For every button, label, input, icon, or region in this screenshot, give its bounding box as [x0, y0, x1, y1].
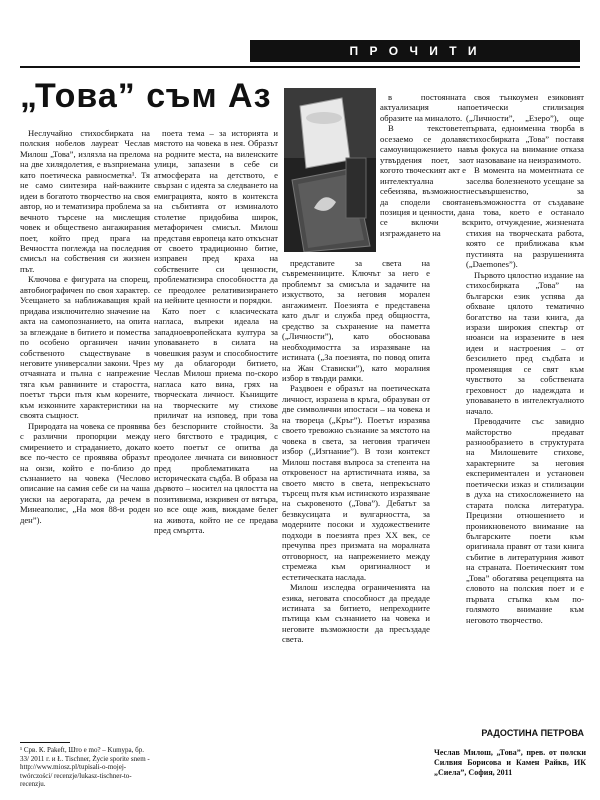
photo-illustration	[284, 88, 376, 252]
top-rule	[20, 66, 580, 68]
column-2	[154, 128, 278, 774]
section-header: П Р О Ч И Т И	[250, 40, 580, 62]
column-1	[20, 128, 150, 740]
publication-info: Чеслав Милош, „Това”, прев. от полски Силвия Борисова и Камен Райкв, ИК „Сиела”, София, 2011	[434, 748, 586, 777]
column-3-top	[380, 92, 466, 244]
paragraph: Раздвоен е образът на поетическата личност, изразена в кръга, образуван от две символични ипостаси – на човека и на твореца („Кръг”). Поетът изразява своето тревожно съзнание за мястото на човека в света, за неговия трагичен избор („Изгнание”). В този контекст Милош поставя въпроса за степента на откровеност на артистичната изява, за своето място в света, непрекъснато търсещ пътя към истинското изразяване на съкровеното („Това”). Дебатът за безвкусицата и вулгарността, за модерните посоки и художествените подходи в поезията през XX век, се пречупва през призмата на моралната отговорност, на напрежението между стремежа към оригиналност и естетическата наслада.	[282, 383, 430, 582]
paragraph: Ключова е фигурата на спорещ, автобиографичен по своя характер. Усещането за наближаващия край придава изключително значение на акта на самопознанието, на опита за вглеждане в битието и помества по особено органичен начин собственото съществуване в неговите универсални закони. Чрез отчаяната и пълна с напрежение тяга към равнините и старостта, поетът търси пътя към корените, към изконните характеристики на своята същност.	[20, 274, 150, 421]
article-title: „Това” съм Аз	[20, 77, 272, 115]
author-name: РАДОСТИНА ПЕТРОВА	[481, 728, 584, 738]
paragraph: Като поет с класическата нагласа, въпреки идеала на западноевропейската култура за уповаването в силата на човешкия разум и способностите му да облагороди битието, Чеслав Милош приема по-скоро нагласа като вина, грях на творческата личност. Кънищите на творческите му стихове приличат на изповед, при това без безспорните стойности. За него бягството е традиция, с което поетът се опитва да преодолее личната си виновност пред проблематиката на историческата съдба. В образа на дървото – носител на цялостта на позитивизма, изкривен от вятъра, но все още жив, виждаме белег на живота, който не се предава пред смъртта.	[154, 305, 278, 536]
paragraph: представите за света на съвременниците. Ключът за него е проблемът за смисъла и задачите на изкуството, за неговия морален ангажимент. Поезията е представена като дълг и служба пред общността, средство за съхранение на паметта („Личности”), като обосновава необходимостта за изразяване на истината („За поезията, по повод опита на Жан Стависки”), като моралния избор в твърди рамки.	[282, 258, 430, 383]
book-cover-photo	[284, 88, 376, 252]
footnote-rule	[20, 742, 70, 743]
footnote	[20, 746, 152, 789]
paragraph: В текстовете осезаемо се долавя самоунищожението на утвърдения поет, за когото твоческият акт е интелектуална себеизява, възможност да сподели своята позиция и ценности, да се включи в изграждането на	[380, 123, 466, 238]
footnote-text: ¹ Срв. К. Pakeft, Што е mo? – Kumypa, бр. 33/ 2011 г. и Ł. Tischner, Życie sporite snem - http://www.miosz.pl/tupisali-o-mojej-twórczości/ recenzje/lukasz-tischner-to-recenzju.	[20, 746, 150, 789]
paragraph: В момента на моментната се заселва болезненото усещане за несъвършенство, за невъзможността от създаване на това, което е останало скрито, отчуждение, жизнената стихия на творческата работа, която се приближава към пустинята на разрушенията („Daemones”).	[466, 165, 584, 270]
paragraph: Природата на човека се проявява с различни пропорции между смирението и страданието, докато все по-често се проявява образът на онзи, който е по-близо до съзнанието на човека (Чеслово описание на самия себе си на чаша уиски на аерогарата, да речем в Минеаполис, „На моя 88-и роден ден”).	[20, 420, 150, 525]
paragraph: Неслучайно стихосбирката на полския нобелов лауреат Чеслав Милош „Това”, излязла на прелома на две хилядолетия, е възприемана като поетическа равносметка¹. Тя не само синтезира най-важните идеи в богатото творчество на своя автор, но и тематизира проблема за вечното търсене на мислещия човек и обществено ангажирания поет, който пред прага на Вечността поглежда на последния смисъл на собствения си жизнен път.	[20, 128, 150, 274]
paragraph: Милош изследва ограниченията на езика, неговата способност да предаде истината за битието, непреходните пътища към съзнанието на човека и неговите възможности да пресъздаде света.	[282, 582, 430, 645]
paragraph: поета тема – за историята и мястото на човека в нея. Образът на родните места, на виленските улици, запазени в себе си атмосферата на детството, е свързан с идеята за следването на емиграцията, която в контекста на събитията от изминалото столетие придобива широк, метафоричен смисъл. Милош представя европеца като откъснат от своето традиционно битие, изправен пред краха на собствените си ценности, проблематизира способността да се преодолее релативизирането на нейните ценности и порядки.	[154, 128, 278, 306]
paragraph: в постоянната актуализация на образите на миналото.	[380, 92, 466, 123]
column-3-bottom	[282, 258, 430, 778]
paragraph: Преводачите със завидно майсторство предават разнообразието в структурата на Милошевите стихове, характерните за неговия експериментален и установен поетически изказ и стилизации в духа на стихосложението на старата полска литература. Прецизни отношението и проникновеното внимание на българските поети към оригинала правят от тази книга събитие в литературния живот на страната. Поетическият том „Това” обогатява рецепцията на словото на полския поет и е първата стъпка към по-голямото внимание към неговото творчество.	[466, 416, 584, 625]
column-4	[466, 92, 584, 720]
paragraph: Първото цялостно издание на стихосбирката „Това” на български език успява да обхване цялото тематично богатство на тази книга, да изрази широкия спектър от нюанси на изразените в нея идеи и настроения – от безсилието пред съдбата и променящия се свят към чувството за собствената греховност до надеждата и уповаването в интелектуалното начало.	[466, 269, 584, 416]
paragraph: своя тънкоумен езиковият поетически стилизация („Личности”, „Езеро”), още първата, едноименна творба в стихосбирката „Това” поставя във фокуса на внимание отказа от назоваване на неизразимото.	[466, 92, 584, 165]
